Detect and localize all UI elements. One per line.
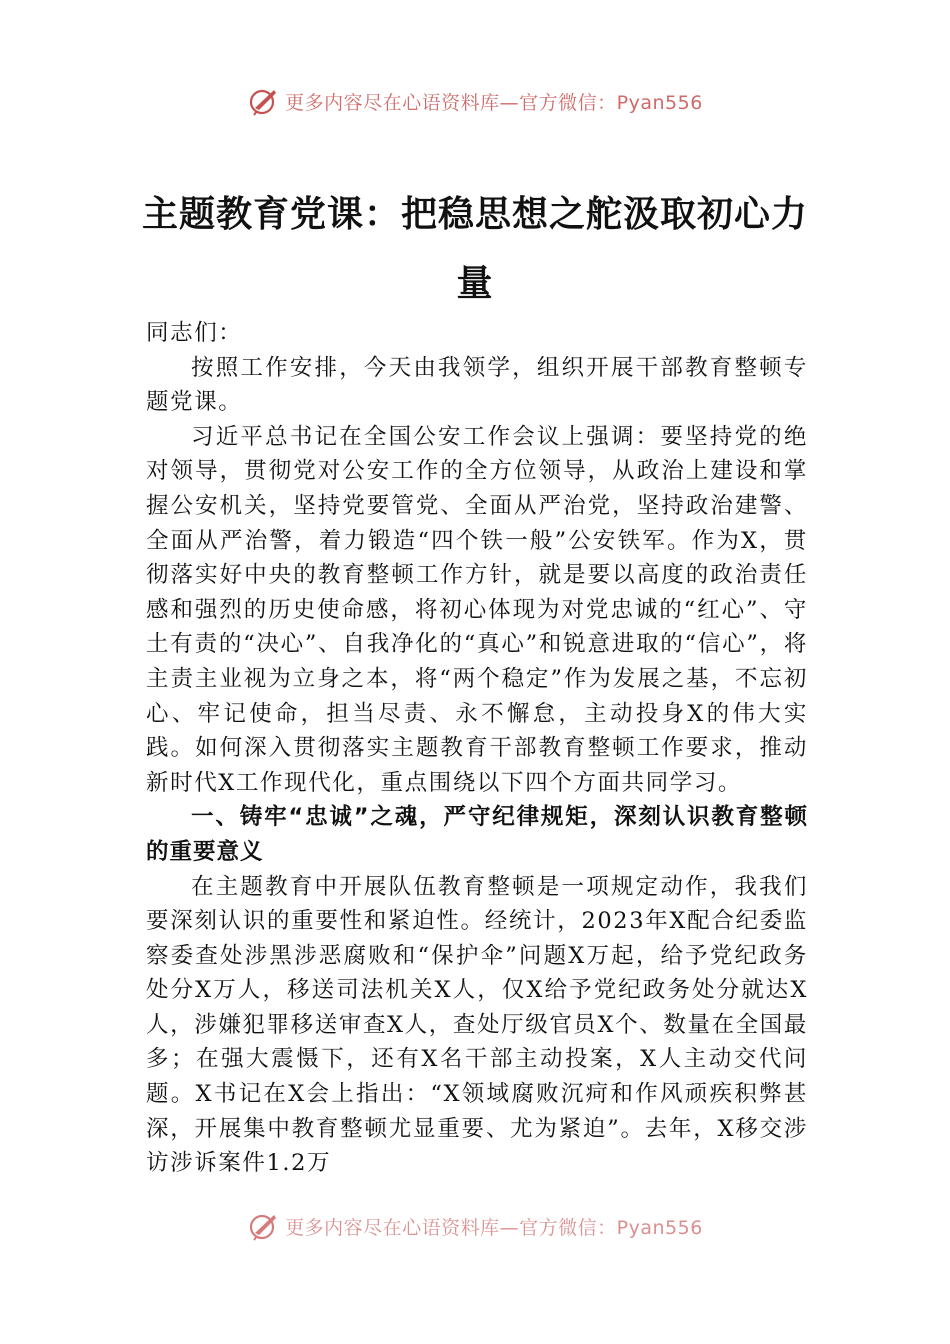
paragraph-main: 习近平总书记在全国公安工作会议上强调：要坚持党的绝对领导，贯彻党对公安工作的全方位领导，从政治上建设和掌握公安机关，坚持党要管党、全面从严治党，坚持政治建警、全面从严治警，着力锻造“四个铁一般”公安铁军。作为X，贯彻落实好中央的教育整顿工作方针，就是要以高度的政治责任感和强烈的历史使命感，将初心体现为对党忠诚的“红心”、守土有责的“决心”、自我净化的“真心”和锐意进取的“信心”，将主责主业视为立身之本，将“两个稳定”作为发展之基，不忘初心、牢记使命，担当尽责、永不懈怠，主动投身X的伟大实践。如何深入贯彻落实主题教育干部教育整顿工作要求，推动新时代X工作现代化，重点围绕以下四个方面共同学习。	[146, 423, 808, 796]
footer-watermark	[0, 1209, 950, 1243]
document-body	[146, 316, 808, 1181]
watermark-text: 更多内容尽在心语资料库—官方微信：Pyan556	[285, 91, 703, 114]
section-paragraph: 在主题教育中开展队伍教育整顿是一项规定动作，我我们要深刻认识的重要性和紧迫性。经统计，2023年X配合纪委监察委查处涉黑涉恶腐败和“保护伞”问题X万起，给予党纪政务处分X万人，移送司法机关X人，仅X给予党纪政务处分就达X人，涉嫌犯罪移送审查X人，查处厅级官员X个、数量在全国最多；在强大震慑下，还有X名干部主动投案，X人主动交代问题。X书记在X会上指出：“X领域腐败沉疴和作风顽疾积弊甚深，开展集中教育整顿尤显重要、尤为紧迫”。去年，X移交涉访涉诉案件1.2万	[146, 873, 808, 1177]
salutation: 同志们：	[146, 320, 243, 346]
section-heading: 一、铸牢“忠诚”之魂，严守纪律规矩，深刻认识教育整顿的重要意义	[146, 804, 808, 865]
watermark-text: 更多内容尽在心语资料库—官方微信：Pyan556	[285, 1216, 703, 1239]
paragraph-intro: 按照工作安排，今天由我领学，组织开展干部教育整顿专题党课。	[146, 354, 808, 416]
document-title: 主题教育党课：把稳思想之舵汲取初心力量	[141, 194, 808, 304]
quill-pen-logo-icon	[247, 1209, 281, 1243]
